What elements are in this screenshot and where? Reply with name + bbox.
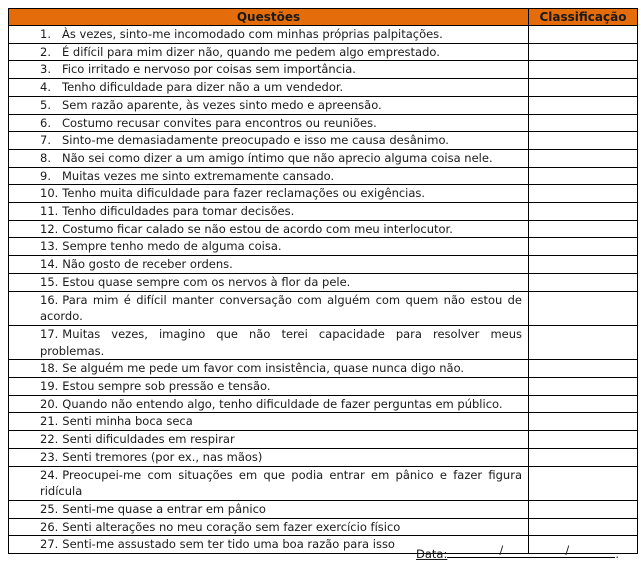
- question-cell: [9, 518, 529, 536]
- question-cell: [9, 43, 529, 61]
- question-number: 19.: [40, 379, 59, 394]
- table-row: [9, 114, 638, 132]
- question-text: Senti-me assustado sem ter tido uma boa razão para isso: [62, 537, 395, 552]
- question-text: Senti alterações no meu coração sem fazer exercício físico: [62, 519, 401, 534]
- question-text: Estou quase sempre com os nervos à flor da pele.: [62, 274, 351, 289]
- question-cell: [9, 291, 529, 325]
- classification-cell[interactable]: [529, 431, 638, 449]
- question-text: Muitas vezes me sinto extremamente cansado.: [62, 168, 335, 183]
- table-row: [9, 413, 638, 431]
- classification-cell[interactable]: [529, 26, 638, 44]
- table-row: [9, 185, 638, 203]
- question-number: 9.: [40, 168, 51, 183]
- classification-cell[interactable]: [529, 203, 638, 221]
- table-row: [9, 500, 638, 518]
- classification-cell[interactable]: [529, 238, 638, 256]
- table-header-row: [9, 9, 638, 26]
- classification-cell[interactable]: [529, 500, 638, 518]
- question-text: Se alguém me pede um favor com insistência, quase nunca digo não.: [62, 361, 465, 376]
- date-field[interactable]: [416, 545, 619, 561]
- table-row: [9, 26, 638, 44]
- question-text: Senti minha boca seca: [62, 414, 193, 429]
- classification-cell[interactable]: [529, 325, 638, 359]
- question-number: 17.: [40, 326, 59, 341]
- question-number: 18.: [40, 361, 59, 376]
- classification-cell[interactable]: [529, 378, 638, 396]
- classification-cell[interactable]: [529, 466, 638, 500]
- table-row: [9, 360, 638, 378]
- question-text: Senti dificuldades em respirar: [62, 432, 235, 447]
- question-number: 3.: [40, 62, 51, 77]
- question-cell: [9, 378, 529, 396]
- question-text: Quando não entendo algo, tenho dificuldade de fazer perguntas em público.: [62, 396, 503, 411]
- classification-cell[interactable]: [529, 273, 638, 291]
- date-end: .: [615, 547, 619, 561]
- question-text: Senti-me quase a entrar em pânico: [62, 501, 266, 516]
- table-row: [9, 256, 638, 274]
- question-number: 13.: [40, 239, 59, 254]
- question-cell: [9, 167, 529, 185]
- question-number: 26.: [40, 519, 59, 534]
- question-cell: [9, 325, 529, 359]
- date-separator-1: /: [499, 543, 504, 557]
- question-text: Tenho dificuldade para dizer não a um vendedor.: [62, 80, 344, 95]
- question-text: Fico irritado e nervoso por coisas sem importância.: [62, 62, 356, 77]
- question-cell: [9, 466, 529, 500]
- question-text: É difícil para mim dizer não, quando me pedem algo emprestado.: [62, 44, 440, 59]
- question-cell: [9, 114, 529, 132]
- question-number: 16.: [40, 292, 59, 307]
- date-label: Data:: [416, 547, 448, 561]
- table-row: [9, 79, 638, 97]
- question-number: 12.: [40, 221, 59, 236]
- classification-cell[interactable]: [529, 185, 638, 203]
- question-number: 15.: [40, 274, 59, 289]
- question-cell: [9, 203, 529, 221]
- question-number: 23.: [40, 449, 59, 464]
- table-row: [9, 518, 638, 536]
- question-cell: [9, 96, 529, 114]
- question-number: 4.: [40, 80, 51, 95]
- date-line[interactable]: [447, 545, 615, 558]
- questionnaire-table: [8, 8, 638, 554]
- question-text: Costumo recusar convites para encontros ou reuniões.: [62, 115, 377, 130]
- classification-cell[interactable]: [529, 256, 638, 274]
- question-text: Muitas vezes, imagino que não terei capacidade para resolver meus problemas.: [40, 326, 522, 358]
- classification-cell[interactable]: [529, 114, 638, 132]
- question-text: Para mim é difícil manter conversação com alguém com quem não estou de acordo.: [40, 292, 522, 324]
- question-cell: [9, 256, 529, 274]
- table-row: [9, 167, 638, 185]
- question-cell: [9, 149, 529, 167]
- question-cell: [9, 448, 529, 466]
- question-text: Tenho muita dificuldade para fazer reclamações ou exigências.: [62, 186, 426, 201]
- question-number: 21.: [40, 414, 59, 429]
- classification-cell[interactable]: [529, 167, 638, 185]
- question-text: Preocupei-me com situações em que podia entrar em pânico e fazer figura ridícula: [40, 467, 522, 499]
- table-row: [9, 43, 638, 61]
- question-text: Costumo ficar calado se não estou de acordo com meu interlocutor.: [62, 221, 453, 236]
- classification-cell[interactable]: [529, 149, 638, 167]
- question-number: 25.: [40, 501, 59, 516]
- table-row: [9, 61, 638, 79]
- classification-cell[interactable]: [529, 220, 638, 238]
- question-text: Às vezes, sinto-me incomodado com minhas próprias palpitações.: [62, 27, 443, 41]
- question-number: 2.: [40, 44, 51, 59]
- question-number: 7.: [40, 133, 51, 148]
- question-cell: [9, 360, 529, 378]
- classification-cell[interactable]: [529, 395, 638, 413]
- classification-cell[interactable]: [529, 132, 638, 150]
- question-cell: [9, 185, 529, 203]
- table-row: [9, 466, 638, 500]
- question-cell: [9, 500, 529, 518]
- classification-cell[interactable]: [529, 61, 638, 79]
- question-cell: [9, 79, 529, 97]
- table-row: [9, 291, 638, 325]
- question-number: 8.: [40, 150, 51, 165]
- classification-cell[interactable]: [529, 79, 638, 97]
- question-text: Não gosto de receber ordens.: [62, 257, 233, 272]
- table-row: [9, 273, 638, 291]
- table-row: [9, 203, 638, 221]
- question-number: 1.: [40, 27, 51, 41]
- question-cell: [9, 238, 529, 256]
- table-row: [9, 431, 638, 449]
- classification-cell[interactable]: [529, 413, 638, 431]
- table-row: [9, 132, 638, 150]
- question-number: 27.: [40, 537, 59, 552]
- question-text: Sinto-me demasiadamente preocupado e isso me causa desânimo.: [62, 133, 449, 148]
- question-number: 14.: [40, 257, 59, 272]
- question-text: Sempre tenho medo de alguma coisa.: [62, 239, 282, 254]
- table-row: [9, 448, 638, 466]
- question-text: Sem razão aparente, às vezes sinto medo e apreensão.: [62, 97, 382, 112]
- question-number: 6.: [40, 115, 51, 130]
- question-text: Senti tremores (por ex., nas mãos): [62, 449, 263, 464]
- date-separator-2: /: [565, 543, 570, 557]
- question-text: Tenho dificuldades para tomar decisões.: [62, 204, 295, 219]
- table-row: [9, 325, 638, 359]
- question-number: 10.: [40, 186, 59, 201]
- question-cell: [9, 220, 529, 238]
- header-classification: Classificação: [529, 9, 638, 26]
- table-row: [9, 238, 638, 256]
- table-row: [9, 96, 638, 114]
- question-cell: [9, 61, 529, 79]
- table-row: [9, 149, 638, 167]
- classification-cell[interactable]: [529, 291, 638, 325]
- classification-cell[interactable]: [529, 518, 638, 536]
- classification-cell[interactable]: [529, 448, 638, 466]
- question-cell: [9, 431, 529, 449]
- question-cell: [9, 395, 529, 413]
- table-row: [9, 395, 638, 413]
- question-cell: [9, 132, 529, 150]
- question-number: 11.: [40, 204, 59, 219]
- classification-cell[interactable]: [529, 360, 638, 378]
- question-text: Não sei como dizer a um amigo íntimo que não aprecio alguma coisa nele.: [62, 150, 493, 165]
- header-questions: Questões: [9, 9, 529, 26]
- classification-cell[interactable]: [529, 43, 638, 61]
- question-text: Estou sempre sob pressão e tensão.: [62, 379, 271, 394]
- question-number: 22.: [40, 432, 59, 447]
- question-cell: [9, 413, 529, 431]
- table-row: [9, 378, 638, 396]
- table-row: [9, 220, 638, 238]
- question-number: 20.: [40, 396, 59, 411]
- question-cell: [9, 273, 529, 291]
- classification-cell[interactable]: [529, 96, 638, 114]
- question-number: 24.: [40, 467, 59, 482]
- question-number: 5.: [40, 97, 51, 112]
- question-cell: [9, 26, 529, 44]
